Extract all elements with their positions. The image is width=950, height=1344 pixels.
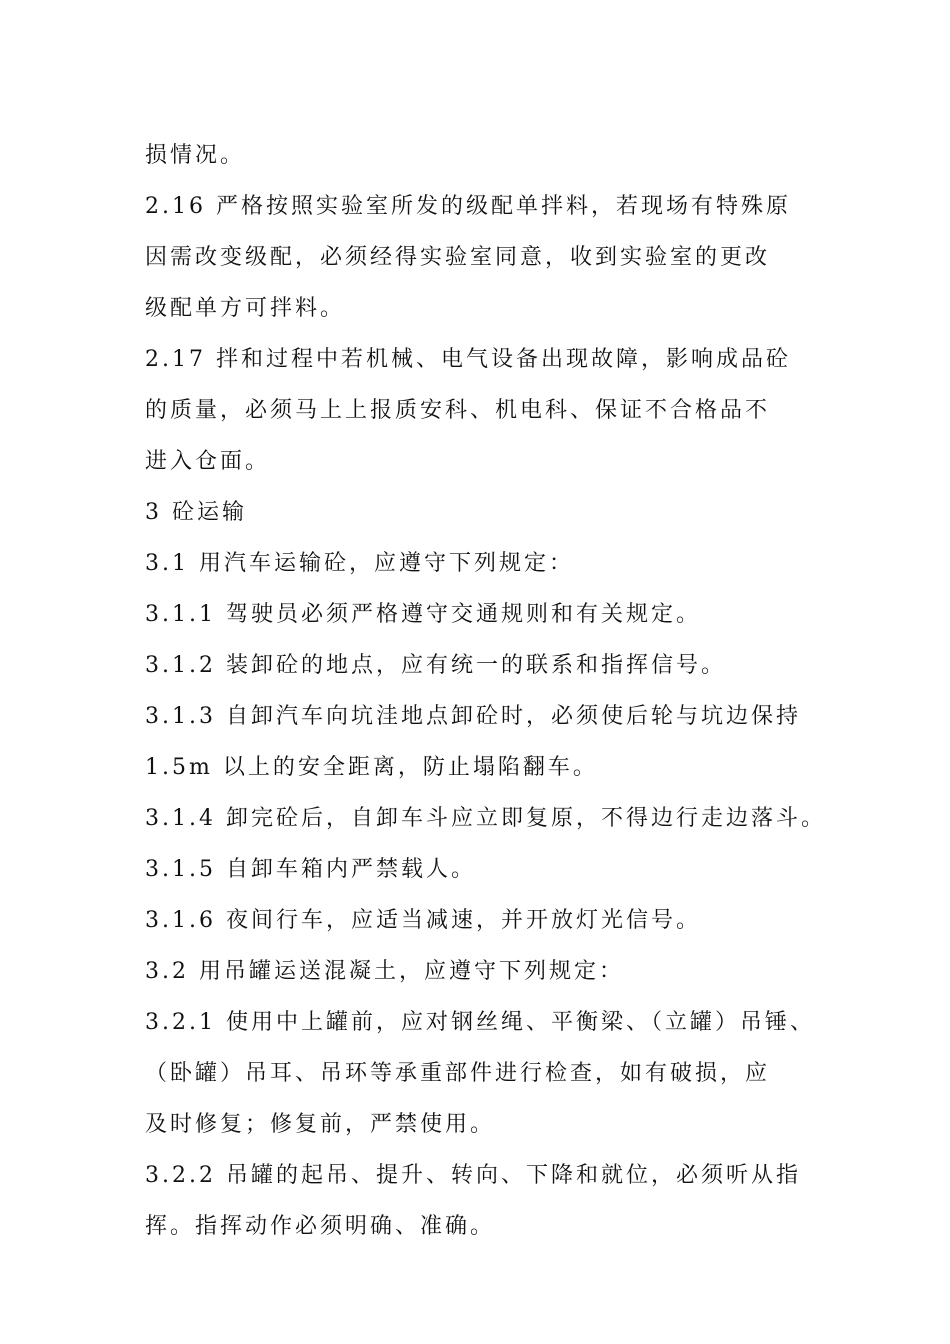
text-line: 进入仓面。	[145, 449, 271, 474]
text-line: 3.2 用吊罐运送混凝土，应遵守下列规定：	[145, 959, 624, 984]
text-line: 3.2.2 吊罐的起吊、提升、转向、下降和就位，必须听从指	[145, 1163, 801, 1188]
text-line: 2.17 拌和过程中若机械、电气设备出现故障，影响成品砼	[145, 347, 791, 372]
text-line: 2.16 严格按照实验室所发的级配单拌料，若现场有特殊原	[145, 194, 791, 219]
text-line: 3.2.1 使用中上罐前，应对钢丝绳、平衡梁、（立罐）吊锤、	[145, 1010, 815, 1035]
section-heading: 3 砼运输	[145, 500, 247, 525]
document-body	[145, 130, 825, 1252]
text-line: 1.5m 以上的安全距离，防止塌陷翻车。	[145, 755, 598, 780]
text-line: 损情况。	[145, 143, 246, 168]
text-line: 3.1.3 自卸汽车向坑洼地点卸砼时，必须使后轮与坑边保持	[145, 704, 801, 729]
text-line: （卧罐）吊耳、吊环等承重部件进行检查，如有破损，应	[145, 1061, 771, 1086]
text-line: 的质量，必须马上上报质安科、机电科、保证不合格品不	[145, 398, 771, 423]
text-line: 级配单方可拌料。	[145, 296, 346, 321]
text-line: 挥。指挥动作必须明确、准确。	[145, 1214, 496, 1239]
text-line: 3.1.6 夜间行车，应适当减速，并开放灯光信号。	[145, 908, 701, 933]
text-line: 3.1.4 卸完砼后，自卸车斗应立即复原，不得边行走边落斗。	[145, 806, 826, 831]
text-line: 3.1.5 自卸车箱内严禁载人。	[145, 857, 476, 882]
text-line: 因需改变级配，必须经得实验室同意，收到实验室的更改	[145, 245, 771, 270]
text-line: 及时修复；修复前，严禁使用。	[145, 1112, 496, 1137]
text-line: 3.1.1 驾驶员必须严格遵守交通规则和有关规定。	[145, 602, 701, 627]
text-line: 3.1.2 装卸砼的地点，应有统一的联系和指挥信号。	[145, 653, 726, 678]
text-line: 3.1 用汽车运输砼，应遵守下列规定：	[145, 551, 574, 576]
